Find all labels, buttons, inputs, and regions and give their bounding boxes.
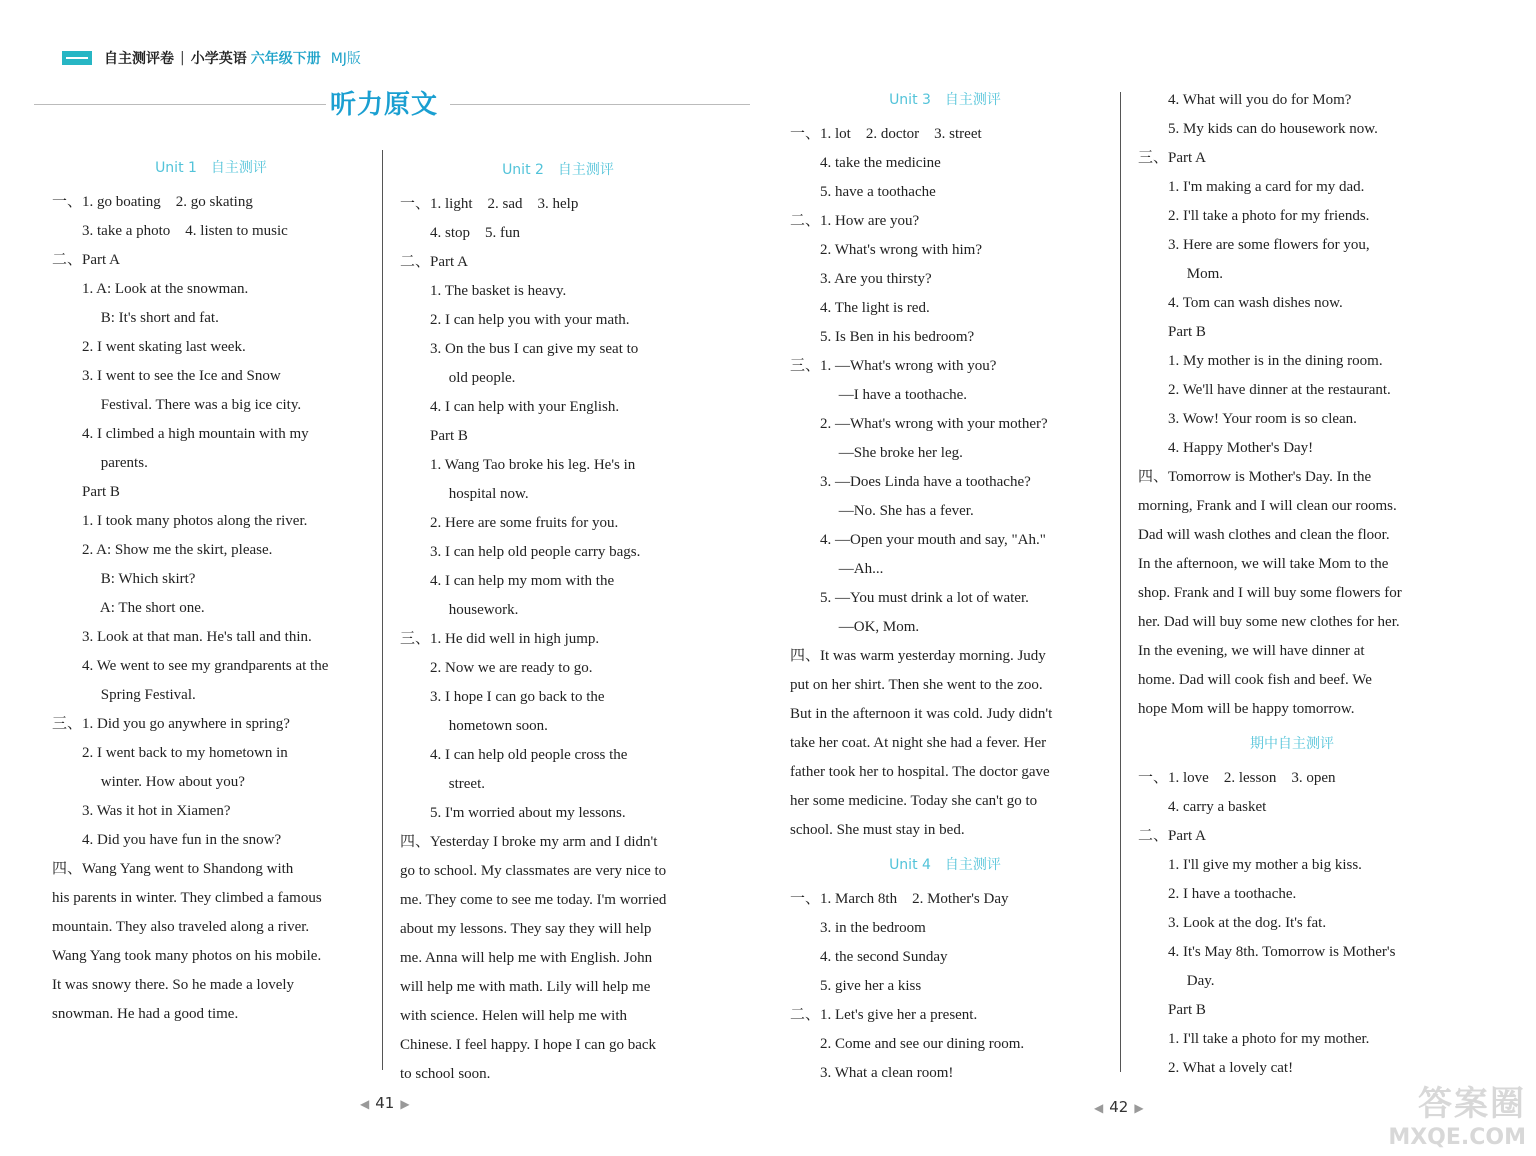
text-line: Spring Festival.: [52, 687, 196, 703]
text-line: 3. in the bedroom: [790, 920, 926, 936]
unit3-lines: [790, 120, 1100, 845]
text-line: 2. I went skating last week.: [52, 339, 246, 355]
text-line: shop. Frank and I will buy some flowers for: [1138, 585, 1402, 601]
text-line: hometown soon.: [400, 718, 548, 734]
unit1-title: Unit 1 自主测评: [155, 160, 267, 176]
column-unit3-unit4: [790, 80, 1100, 1088]
page-number-left: [354, 1094, 416, 1112]
unit1-lines: [52, 188, 370, 1029]
text-line: 二、Part A: [400, 254, 468, 270]
unit4-continued-lines: [1138, 86, 1446, 724]
text-line: 三、1. Did you go anywhere in spring?: [52, 716, 290, 732]
text-line: 二、1. Let's give her a present.: [790, 1007, 978, 1023]
page-left-arrow-icon: ◀: [1094, 1101, 1104, 1115]
text-line: old people.: [400, 370, 516, 386]
text-line: 2. A: Show me the skirt, please.: [52, 542, 273, 558]
text-line: about my lessons. They say they will help: [400, 921, 652, 937]
text-line: 3. Look at that man. He's tall and thin.: [52, 629, 312, 645]
text-line: Day.: [1138, 973, 1215, 989]
page-header: [62, 46, 361, 70]
text-line: 4. the second Sunday: [790, 949, 948, 965]
text-line: 5. I'm worried about my lessons.: [400, 805, 626, 821]
text-line: 3. take a photo 4. listen to music: [52, 223, 288, 239]
text-line: 3. Wow! Your room is so clean.: [1138, 411, 1357, 427]
text-line: But in the afternoon it was cold. Judy didn't: [790, 706, 1053, 722]
text-line: 2. I'll take a photo for my friends.: [1138, 208, 1370, 224]
text-line: 5. give her a kiss: [790, 978, 922, 994]
text-line: 四、It was warm yesterday morning. Judy: [790, 648, 1046, 664]
text-line: put on her shirt. Then she went to the zoo.: [790, 677, 1043, 693]
text-line: 4. stop 5. fun: [400, 225, 521, 241]
text-line: 2. Come and see our dining room.: [790, 1036, 1025, 1052]
text-line: 4. It's May 8th. Tomorrow is Mother's: [1138, 944, 1396, 960]
page-right-arrow-icon: ▶: [400, 1097, 410, 1111]
series-name: 自主测评卷: [104, 51, 174, 67]
text-line: 四、Wang Yang went to Shandong with: [52, 861, 294, 877]
text-line: 3. I went to see the Ice and Snow: [52, 368, 281, 384]
text-line: 4. Happy Mother's Day!: [1138, 440, 1314, 456]
text-line: 一、1. love 2. lesson 3. open: [1138, 770, 1336, 786]
text-line: 二、Part A: [52, 252, 120, 268]
text-line: father took her to hospital. The doctor gave: [790, 764, 1050, 780]
text-line: 二、Part A: [1138, 828, 1206, 844]
text-line: his parents in winter. They climbed a famous: [52, 890, 322, 906]
text-line: Wang Yang took many photos on his mobile.: [52, 948, 322, 964]
text-line: 4. I can help my mom with the: [400, 573, 615, 589]
text-line: 一、1. light 2. sad 3. help: [400, 196, 579, 212]
text-line: her some medicine. Today she can't go to: [790, 793, 1038, 809]
text-line: 三、1. He did well in high jump.: [400, 631, 600, 647]
text-line: 3. —Does Linda have a toothache?: [790, 474, 1031, 490]
text-line: 2. —What's wrong with your mother?: [790, 416, 1048, 432]
text-line: Part B: [400, 428, 468, 444]
text-line: 4. I can help with your English.: [400, 399, 620, 415]
text-line: B: Which skirt?: [52, 571, 196, 587]
column-divider-2: [1120, 92, 1121, 1072]
page-number-left-value: 41: [375, 1094, 395, 1112]
text-line: 1. I'll give my mother a big kiss.: [1138, 857, 1362, 873]
text-line: go to school. My classmates are very nice to: [400, 863, 667, 879]
text-line: 3. Look at the dog. It's fat.: [1138, 915, 1327, 931]
page-left-arrow-icon: ◀: [360, 1097, 370, 1111]
text-line: 3. What a clean room!: [790, 1065, 954, 1081]
text-line: 2. I have a toothache.: [1138, 886, 1297, 902]
unit4-title: Unit 4 自主测评: [889, 857, 1001, 873]
text-line: 1. Wang Tao broke his leg. He's in: [400, 457, 636, 473]
text-line: Festival. There was a big ice city.: [52, 397, 302, 413]
text-line: Chinese. I feel happy. I hope I can go back: [400, 1037, 657, 1053]
text-line: morning, Frank and I will clean our rooms.: [1138, 498, 1397, 514]
text-line: snowman. He had a good time.: [52, 1006, 239, 1022]
page-number-right-value: 42: [1109, 1098, 1129, 1116]
text-line: 2. I can help you with your math.: [400, 312, 630, 328]
text-line: housework.: [400, 602, 519, 618]
text-line: 2. What's wrong with him?: [790, 242, 982, 258]
text-line: —Ah...: [790, 561, 884, 577]
text-line: 4. —Open your mouth and say, "Ah.": [790, 532, 1046, 548]
text-line: 3. Was it hot in Xiamen?: [52, 803, 231, 819]
text-line: B: It's short and fat.: [52, 310, 219, 326]
header-rule-right: [450, 104, 750, 105]
unit4-lines: [790, 885, 1100, 1088]
text-line: parents.: [52, 455, 148, 471]
text-line: 4. Tom can wash dishes now.: [1138, 295, 1343, 311]
text-line: 5. Is Ben in his bedroom?: [790, 329, 975, 345]
text-line: 3. I hope I can go back to the: [400, 689, 605, 705]
text-line: —No. She has a fever.: [790, 503, 974, 519]
text-line: me. They come to see me today. I'm worried: [400, 892, 667, 908]
text-line: 2. We'll have dinner at the restaurant.: [1138, 382, 1391, 398]
text-line: 三、1. —What's wrong with you?: [790, 358, 997, 374]
text-line: 5. My kids can do housework now.: [1138, 121, 1378, 137]
text-line: mountain. They also traveled along a river.: [52, 919, 310, 935]
text-line: In the afternoon, we will take Mom to the: [1138, 556, 1389, 572]
series-badge-icon: [62, 51, 92, 65]
text-line: school. She must stay in bed.: [790, 822, 965, 838]
text-line: 5. —You must drink a lot of water.: [790, 590, 1029, 606]
unit2-lines: [400, 190, 716, 1089]
text-line: —OK, Mom.: [790, 619, 920, 635]
text-line: take her coat. At night she had a fever. Her: [790, 735, 1047, 751]
page-title: 听力原文: [330, 90, 439, 120]
subject-name: 小学英语: [190, 51, 247, 67]
text-line: 3. Here are some flowers for you,: [1138, 237, 1370, 253]
text-line: 1. The basket is heavy.: [400, 283, 567, 299]
text-line: 4. The light is red.: [790, 300, 930, 316]
watermark-logo: [1388, 1076, 1526, 1150]
watermark-line1: 答案圈: [1418, 1084, 1526, 1124]
text-line: 2. I went back to my hometown in: [52, 745, 288, 761]
text-line: her. Dad will buy some new clothes for her.: [1138, 614, 1400, 630]
page-number-right: [1088, 1098, 1150, 1116]
text-line: 1. My mother is in the dining room.: [1138, 353, 1383, 369]
text-line: Dad will wash clothes and clean the floor.: [1138, 527, 1390, 543]
grade-label: 六年级下册: [250, 51, 321, 67]
text-line: 3. Are you thirsty?: [790, 271, 932, 287]
text-line: 2. What a lovely cat!: [1138, 1060, 1294, 1076]
text-line: A: The short one.: [52, 600, 205, 616]
text-line: 一、1. March 8th 2. Mother's Day: [790, 891, 1009, 907]
column-unit2: [400, 150, 716, 1089]
text-line: —She broke her leg.: [790, 445, 963, 461]
text-line: hope Mom will be happy tomorrow.: [1138, 701, 1355, 717]
header-rule-left: [34, 104, 326, 105]
text-line: street.: [400, 776, 485, 792]
text-line: 4. take the medicine: [790, 155, 941, 171]
text-line: 2. Now we are ready to go.: [400, 660, 593, 676]
text-line: 4. carry a basket: [1138, 799, 1267, 815]
text-line: 1. I'm making a card for my dad.: [1138, 179, 1365, 195]
midterm-lines: [1138, 764, 1446, 1083]
text-line: 一、1. lot 2. doctor 3. street: [790, 126, 982, 142]
page-right-arrow-icon: ▶: [1134, 1101, 1144, 1115]
text-line: 4. We went to see my grandparents at the: [52, 658, 329, 674]
text-line: 5. have a toothache: [790, 184, 936, 200]
text-line: 4. I climbed a high mountain with my: [52, 426, 309, 442]
text-line: winter. How about you?: [52, 774, 245, 790]
text-line: 1. I took many photos along the river.: [52, 513, 308, 529]
text-line: 一、1. go boating 2. go skating: [52, 194, 253, 210]
text-line: me. Anna will help me with English. John: [400, 950, 653, 966]
text-line: with science. Helen will help me with: [400, 1008, 628, 1024]
text-line: home. Dad will cook fish and beef. We: [1138, 672, 1372, 688]
column-unit4-midterm: [1138, 86, 1446, 1083]
header-divider: |: [180, 50, 185, 66]
unit2-title: Unit 2 自主测评: [502, 162, 614, 178]
text-line: 3. I can help old people carry bags.: [400, 544, 641, 560]
edition-label: MJ版: [330, 51, 361, 67]
text-line: 1. A: Look at the snowman.: [52, 281, 249, 297]
text-line: It was snowy there. So he made a lovely: [52, 977, 295, 993]
text-line: Mom.: [1138, 266, 1224, 282]
text-line: 四、Tomorrow is Mother's Day. In the: [1138, 469, 1372, 485]
unit3-title: Unit 3 自主测评: [889, 92, 1001, 108]
text-line: will help me with math. Lily will help me: [400, 979, 651, 995]
watermark-line2: MXQE.COM: [1388, 1125, 1526, 1150]
column-unit1: [52, 148, 370, 1029]
text-line: Part B: [1138, 324, 1206, 340]
text-line: 4. What will you do for Mom?: [1138, 92, 1352, 108]
text-line: 三、Part A: [1138, 150, 1206, 166]
text-line: to school soon.: [400, 1066, 491, 1082]
text-line: —I have a toothache.: [790, 387, 968, 403]
text-line: Part B: [1138, 1002, 1206, 1018]
text-line: 2. Here are some fruits for you.: [400, 515, 619, 531]
text-line: 二、1. How are you?: [790, 213, 920, 229]
text-line: 四、Yesterday I broke my arm and I didn't: [400, 834, 658, 850]
text-line: In the evening, we will have dinner at: [1138, 643, 1365, 659]
midterm-title: 期中自主测评: [1250, 736, 1334, 752]
text-line: 3. On the bus I can give my seat to: [400, 341, 639, 357]
text-line: hospital now.: [400, 486, 529, 502]
text-line: 4. Did you have fun in the snow?: [52, 832, 282, 848]
text-line: 4. I can help old people cross the: [400, 747, 628, 763]
text-line: 1. I'll take a photo for my mother.: [1138, 1031, 1370, 1047]
text-line: Part B: [52, 484, 120, 500]
column-divider-1: [382, 150, 383, 1070]
